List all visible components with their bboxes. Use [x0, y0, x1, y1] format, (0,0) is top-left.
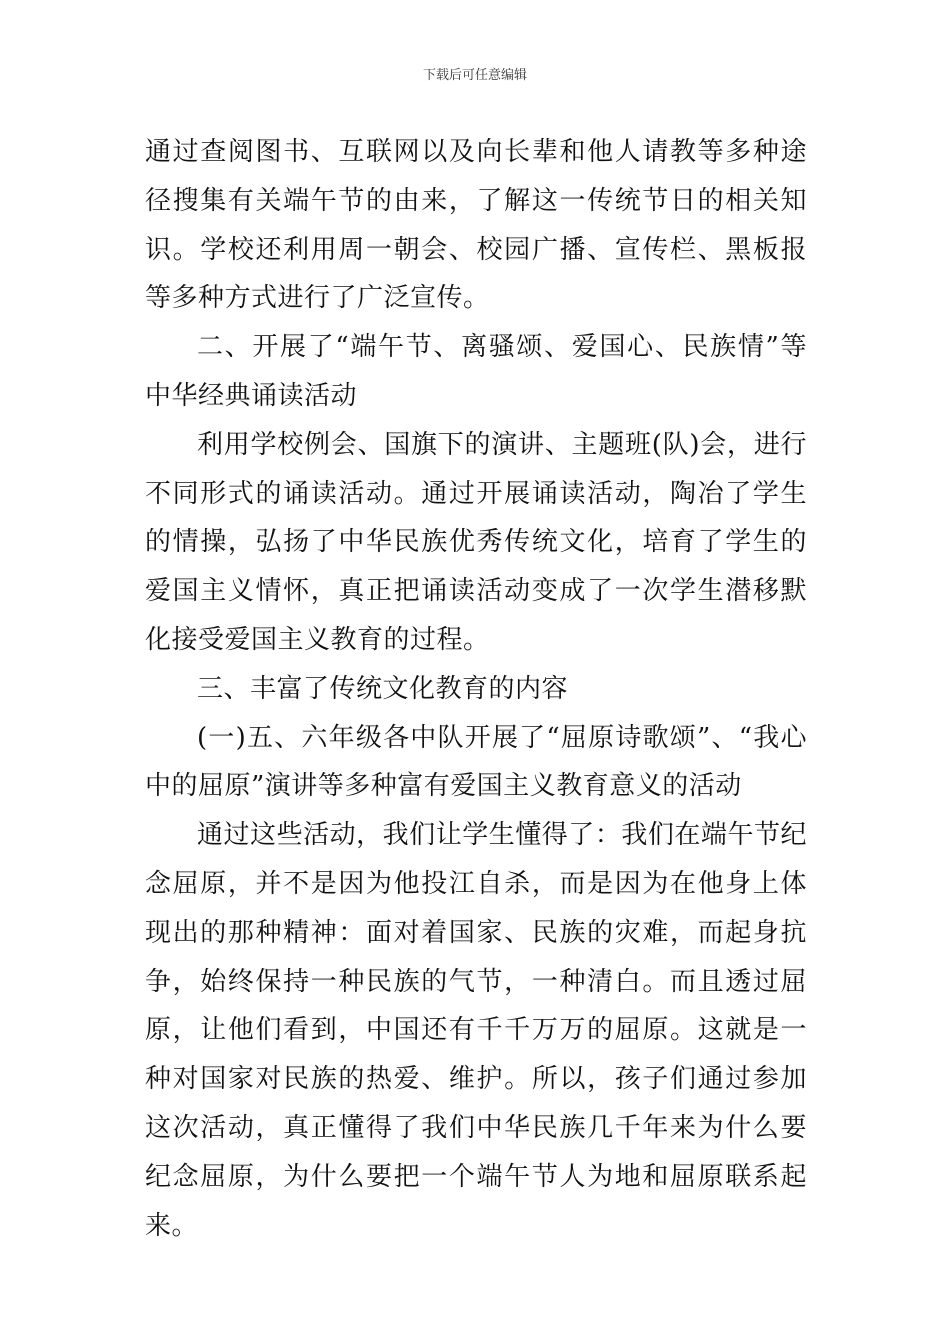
paragraph-6: 通过这些活动，我们让学生懂得了：我们在端午节纪念屈原，并不是因为他投江自杀，而是因为在他身上体现出的那种精神：面对着国家、民族的灾难，而起身抗争，始终保持一种民族的气节，一种清白。而且透过屈原，让他们看到，中国还有千千万万的屈原。这就是一种对国家对民族的热爱、维护。所以，孩子们通过参加这次活动，真正懂得了我们中华民族几千年来为什么要纪念屈原，为什么要把一个端午节人为地和屈原联系起来。: [145, 820, 807, 1241]
subsection-heading-1: (一)五、六年级各中队开展了“屈原诗歌颂”、“我心中的屈原”演讲等多种富有爱国主义教育意义的活动: [145, 722, 807, 802]
document-body: [145, 128, 807, 1250]
section-heading-3: 三、丰富了传统文化教育的内容: [197, 673, 569, 704]
page-header: 下载后可任意编辑: [422, 68, 527, 83]
paragraph-3: 利用学校例会、国旗下的演讲、主题班(队)会，进行不同形式的诵读活动。通过开展诵读活动，陶冶了学生的情操，弘扬了中华民族优秀传统文化，培育了学生的爱国主义情怀，真正把诵读活动变成了一次学生潜移默化接受爱国主义教育的过程。: [145, 429, 807, 655]
section-heading-2: 二、开展了“端午节、离骚颂、爱国心、民族情”等中华经典诵读活动: [145, 332, 807, 411]
paragraph-1: 通过查阅图书、互联网以及向长辈和他人请教等多种途径搜集有关端午节的由来，了解这一传统节日的相关知识。学校还利用周一朝会、校园广播、宣传栏、黑板报等多种方式进行了广泛宣传。: [145, 137, 807, 314]
